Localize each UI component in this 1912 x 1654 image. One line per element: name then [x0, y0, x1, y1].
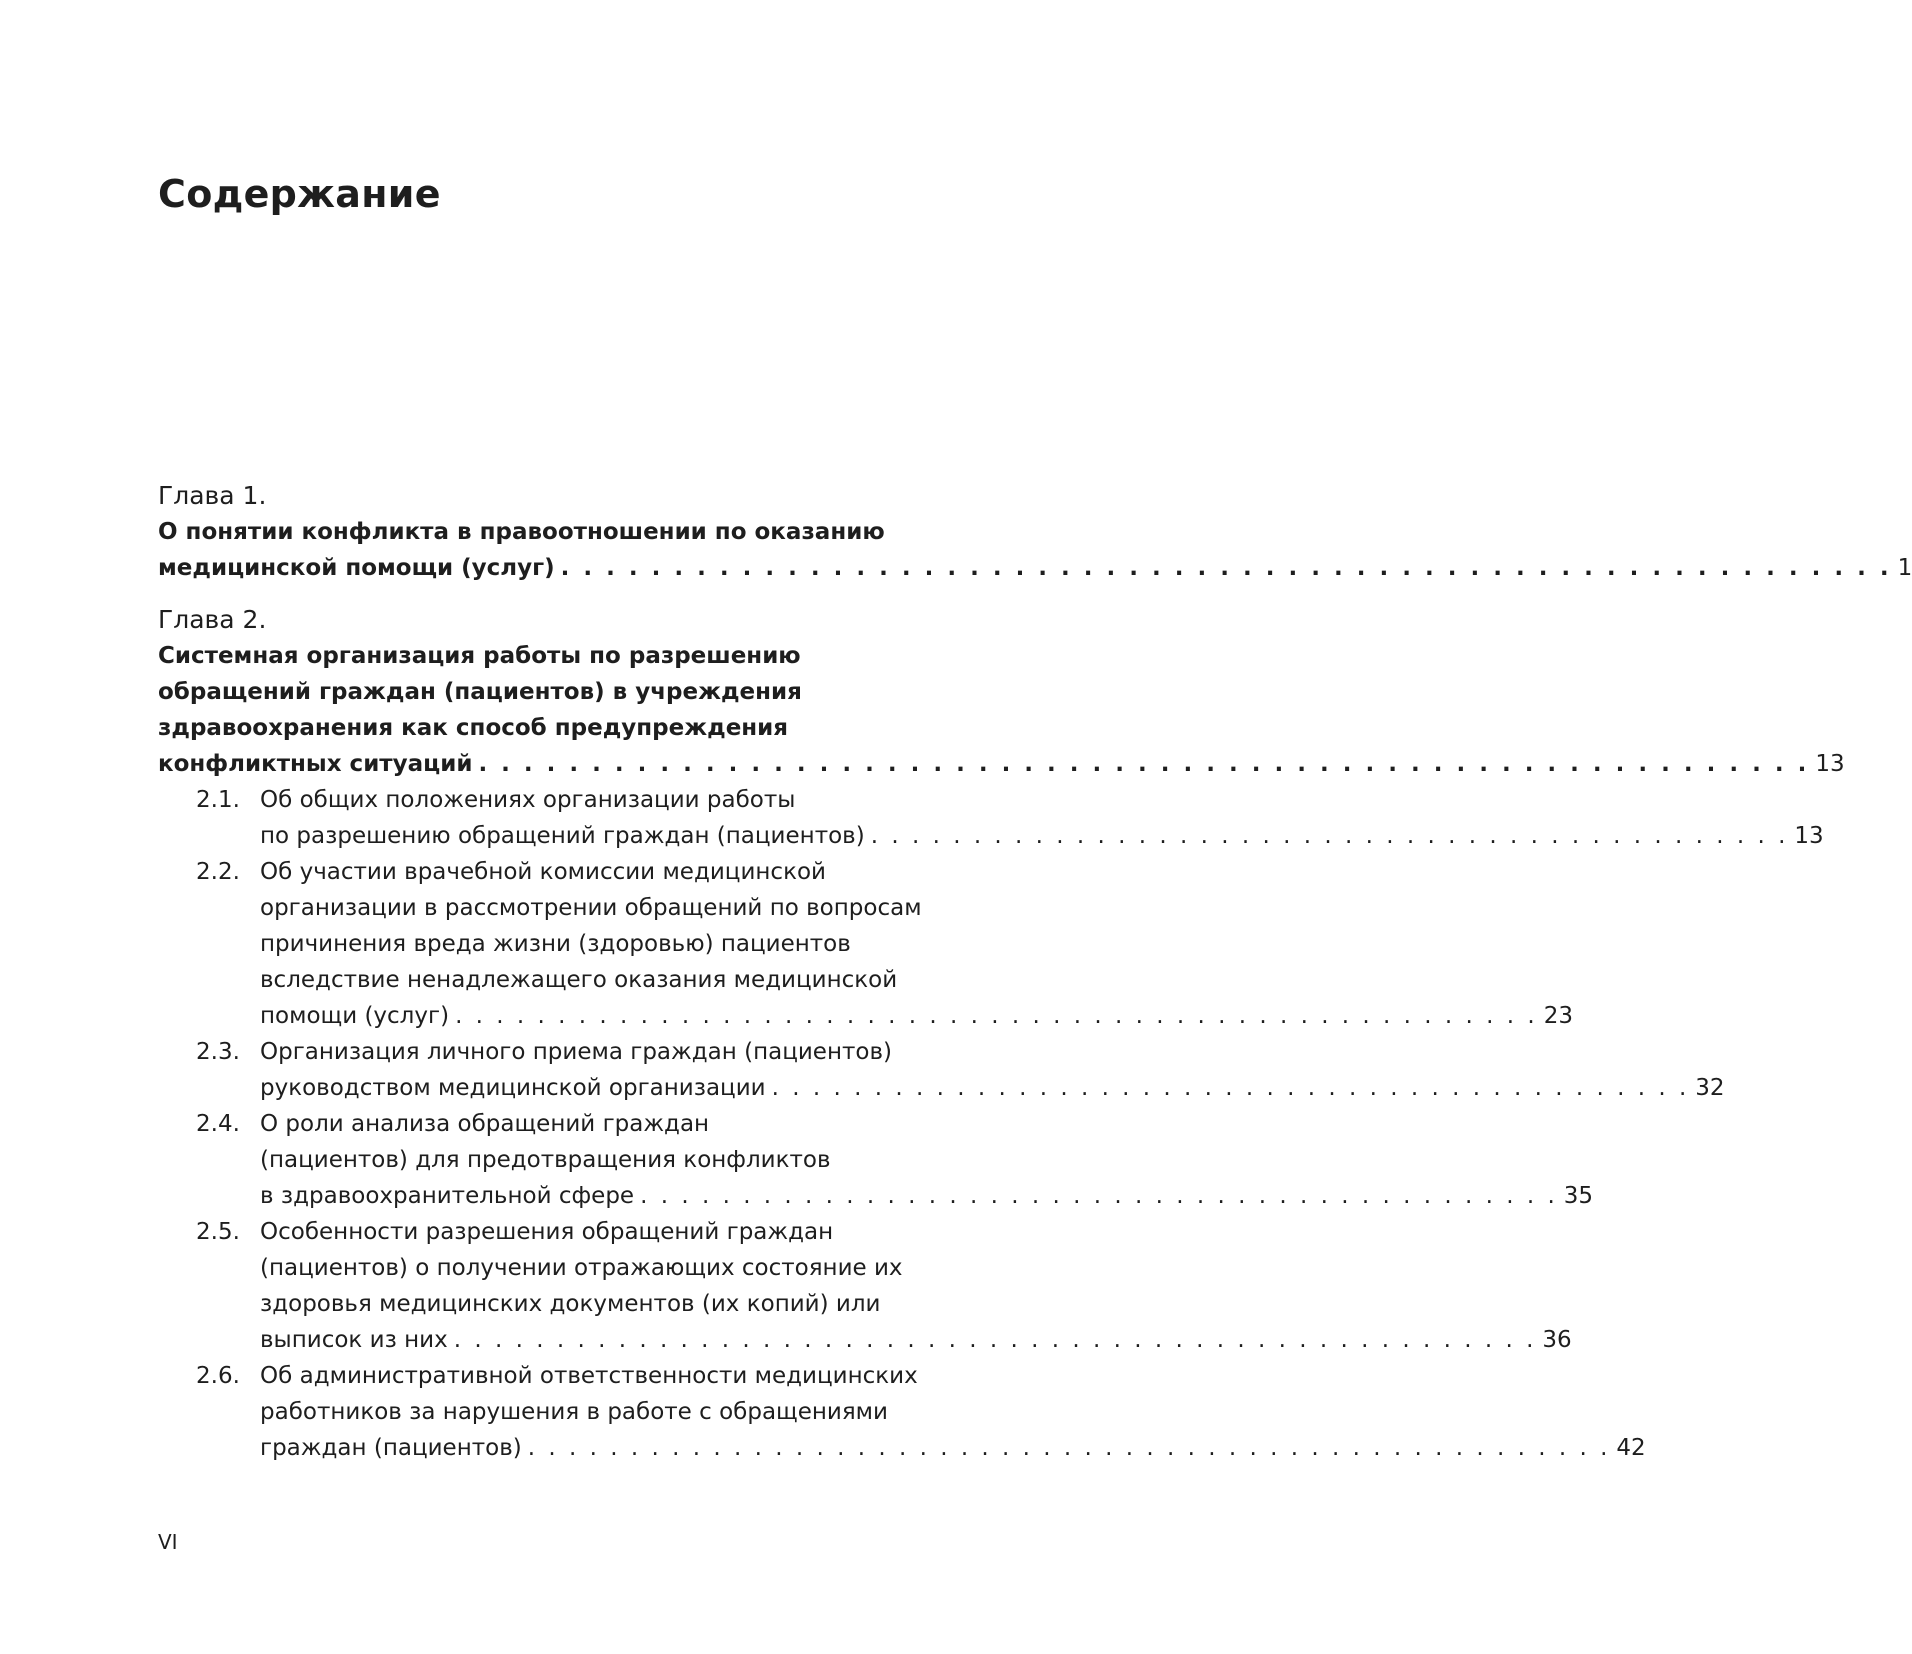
section-line: причинения вреда жизни (здоровью) пациентов [260, 931, 851, 957]
section-text: помощи (услуг) [260, 1003, 450, 1029]
section-last-line [260, 1430, 1646, 1466]
leader-dots: . . . . . . . . . . . . . . . . . . . . . . . . . . . . . . . . . . . . . . . . . . . . . . . . . . . . . . . . . . . [478, 751, 1810, 777]
section-line: вследствие ненадлежащего оказания медицинской [260, 967, 898, 993]
section-text: по разрешению обращений граждан (пациентов) [260, 823, 865, 849]
section-last-line [260, 1178, 1594, 1214]
section-2-5[interactable] [158, 1214, 1572, 1358]
section-number: 2.3. [196, 1039, 240, 1065]
chapter-title-line: О понятии конфликта в правоотношении по оказанию [158, 519, 885, 545]
page-ref: 13 [1815, 751, 1845, 777]
section-number: 2.1. [196, 787, 240, 813]
page-ref: 1 [1897, 555, 1912, 581]
chapter-title-line: здравоохранения как способ предупреждения [158, 715, 789, 741]
chapter-title-text: медицинской помощи (услуг) [158, 555, 555, 581]
section-2-4[interactable] [158, 1106, 1594, 1214]
section-line: О роли анализа обращений граждан [260, 1111, 710, 1137]
leader-dots: . . . . . . . . . . . . . . . . . . . . . . . . . . . . . . . . . . . . . . . . . . . . . . . . . . . . . . . . . . . [560, 555, 1892, 581]
section-text: выписок из них [260, 1327, 448, 1353]
chapter-title-line: обращений граждан (пациентов) в учреждения [158, 679, 802, 705]
section-last-line [260, 998, 1574, 1034]
section-number: 2.4. [196, 1111, 240, 1137]
section-line: Об участии врачебной комиссии медицинской [260, 859, 826, 885]
section-2-1[interactable] [158, 782, 1824, 854]
section-line: работников за нарушения в работе с обращениями [260, 1399, 888, 1425]
page-ref: 35 [1563, 1183, 1594, 1209]
section-line: организации в рассмотрении обращений по вопросам [260, 895, 922, 921]
section-2-3[interactable] [158, 1034, 1725, 1106]
page-number: VI [158, 1530, 178, 1554]
table-of-contents [158, 478, 1912, 1482]
section-line: (пациентов) о получении отражающих состояние их [260, 1255, 903, 1281]
section-2-6[interactable] [158, 1358, 1646, 1466]
section-last-line [260, 818, 1824, 854]
page-ref: 36 [1542, 1327, 1572, 1353]
chapter-1 [158, 478, 1912, 586]
leader-dots: . . . . . . . . . . . . . . . . . . . . . . . . . . . . . . . . . . . . . . . . . . . . . . . . . . . . . [455, 1003, 1538, 1029]
leader-dots: . . . . . . . . . . . . . . . . . . . . . . . . . . . . . . . . . . . . . . . . . . . . . [640, 1183, 1558, 1209]
section-last-line [260, 1322, 1572, 1358]
leader-dots: . . . . . . . . . . . . . . . . . . . . . . . . . . . . . . . . . . . . . . . . . . . . . . . . . . . . . [527, 1435, 1611, 1461]
page-title: Содержание [158, 172, 441, 216]
chapter-title-text: конфликтных ситуаций [158, 751, 473, 777]
section-last-line [260, 1070, 1725, 1106]
page-ref: 23 [1543, 1003, 1574, 1029]
section-2-2[interactable] [158, 854, 1574, 1034]
page-ref: 32 [1695, 1075, 1725, 1101]
section-line: Об административной ответственности медицинских [260, 1363, 918, 1389]
section-line: Особенности разрешения обращений граждан [260, 1219, 834, 1245]
leader-dots: . . . . . . . . . . . . . . . . . . . . . . . . . . . . . . . . . . . . . . . . . . . . . . . . . . . . . [453, 1327, 1537, 1353]
page-ref: 13 [1794, 823, 1824, 849]
section-text: в здравоохранительной сфере [260, 1183, 635, 1209]
leader-dots: . . . . . . . . . . . . . . . . . . . . . . . . . . . . . . . . . . . . . . . . . . . . . [771, 1075, 1690, 1101]
chapter-label: Глава 1. [158, 481, 267, 510]
section-number: 2.5. [196, 1219, 240, 1245]
chapter-2 [158, 602, 1845, 1466]
section-line: Об общих положениях организации работы [260, 787, 796, 813]
chapter-title-line: Системная организация работы по разрешению [158, 643, 801, 669]
chapter-title-last-line[interactable] [158, 550, 1912, 586]
section-line: (пациентов) для предотвращения конфликтов [260, 1147, 831, 1173]
section-line: Организация личного приема граждан (пациентов) [260, 1039, 892, 1065]
chapter-label: Глава 2. [158, 605, 267, 634]
section-number: 2.6. [196, 1363, 240, 1389]
section-text: руководством медицинской организации [260, 1075, 766, 1101]
section-text: граждан (пациентов) [260, 1435, 522, 1461]
page-ref: 42 [1616, 1435, 1646, 1461]
section-line: здоровья медицинских документов (их копий) или [260, 1291, 881, 1317]
leader-dots: . . . . . . . . . . . . . . . . . . . . . . . . . . . . . . . . . . . . . . . . . . . . . [870, 823, 1789, 849]
section-number: 2.2. [196, 859, 240, 885]
chapter-title-last-line[interactable] [158, 746, 1845, 782]
